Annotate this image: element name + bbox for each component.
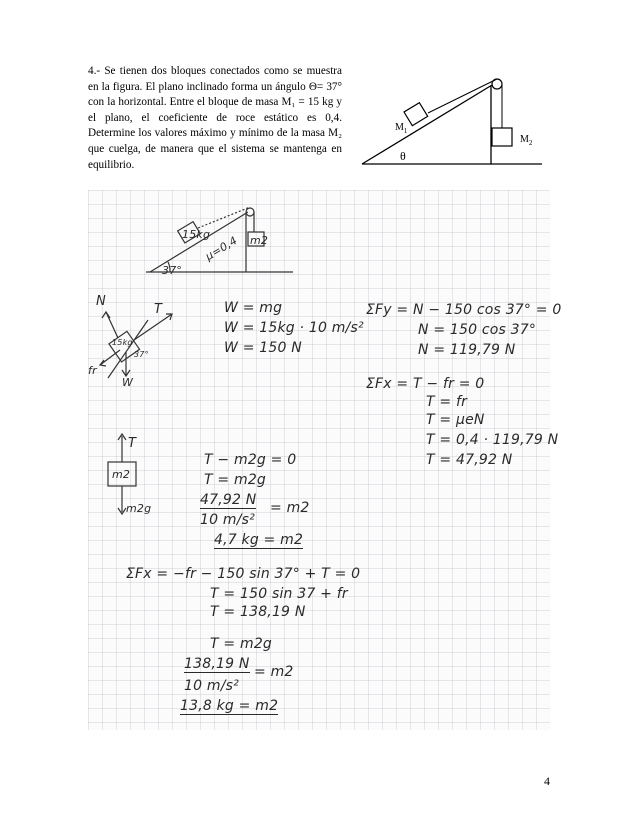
sketch-mu-label: μ=0,4 <box>203 233 240 264</box>
sum-fx-line-5: T = 47,92 N <box>426 452 513 468</box>
max-line-4: 10 m/s² <box>184 678 239 694</box>
sum-fx2-line-2: T = 150 sin 37 + fr <box>210 586 348 602</box>
fbd2-tension-label: T <box>128 436 137 451</box>
fbd-weight-label: W <box>122 376 134 389</box>
sum-fx-line-1: ΣFx = T − fr = 0 <box>366 376 485 392</box>
sketch-block-label: 15kg <box>182 228 211 241</box>
weight-line-2: W = 15kg · 10 m/s² <box>224 320 364 336</box>
max-line-3: = m2 <box>254 664 294 680</box>
weight-line-3: W = 150 N <box>224 340 302 356</box>
max-line-2: 138,19 N <box>184 656 250 672</box>
sum-fx-line-3: T = μeN <box>426 412 485 428</box>
min-line-2: T = m2g <box>204 472 267 488</box>
max-line-1: T = m2g <box>210 636 273 652</box>
angle-label: θ <box>400 149 406 163</box>
sketch-angle-label: 37° <box>162 264 183 277</box>
page-number: 4 <box>544 774 550 788</box>
fbd-block-label: 15kg <box>112 338 133 347</box>
sketch-hanging-label: m2 <box>250 234 269 247</box>
min-result: 4,7 kg = m2 <box>214 532 304 548</box>
sum-fx2-line-1: ΣFx = −fr − 150 sin 37° + T = 0 <box>126 566 361 582</box>
sum-fx-line-4: T = 0,4 · 119,79 N <box>426 432 559 448</box>
sum-fy-line-3: N = 119,79 N <box>418 342 516 358</box>
min-line-4: = m2 <box>270 500 310 516</box>
fbd-normal-label: N <box>96 294 106 309</box>
incline-figure <box>352 70 552 180</box>
weight-line-1: W = mg <box>224 300 283 316</box>
sum-fx2-line-3: T = 138,19 N <box>210 604 306 620</box>
fbd-theta-label: 37° <box>134 350 149 359</box>
fbd2-weight-label: m2g <box>126 502 152 515</box>
max-result: 13,8 kg = m2 <box>180 698 279 714</box>
fbd-friction-label: fr <box>88 364 97 377</box>
fbd2-block-label: m2 <box>112 468 131 481</box>
fbd-tension-label: T <box>154 302 163 317</box>
handwritten-solution <box>88 190 562 730</box>
sum-fx-line-2: T = fr <box>426 394 468 410</box>
min-line-1: T − m2g = 0 <box>204 452 297 468</box>
min-line-3: 47,92 N <box>200 492 257 508</box>
problem-statement <box>88 64 342 173</box>
sum-fy-line-2: N = 150 cos 37° <box>418 322 537 338</box>
sum-fy-line-1: ΣFy = N − 150 cos 37° = 0 <box>366 302 562 318</box>
problem-text: 4.- Se tienen dos bloques conectados como se muestra en la figura. El plano inclinado forma un ángulo Θ= 37° con la horizontal. Entre el bloque de masa M₁ = 15 kg y el plano, el coeficiente de roce estático es 0,4. Determine los valores máximo y mínimo de la masa M₂ que cuelga, de manera que el sistema se mantenga en equilibrio. <box>88 65 342 171</box>
min-line-5: 10 m/s² <box>200 512 255 528</box>
m2-label: $M_2$ <box>520 134 533 147</box>
m1-label: $M_1$ <box>395 122 408 135</box>
